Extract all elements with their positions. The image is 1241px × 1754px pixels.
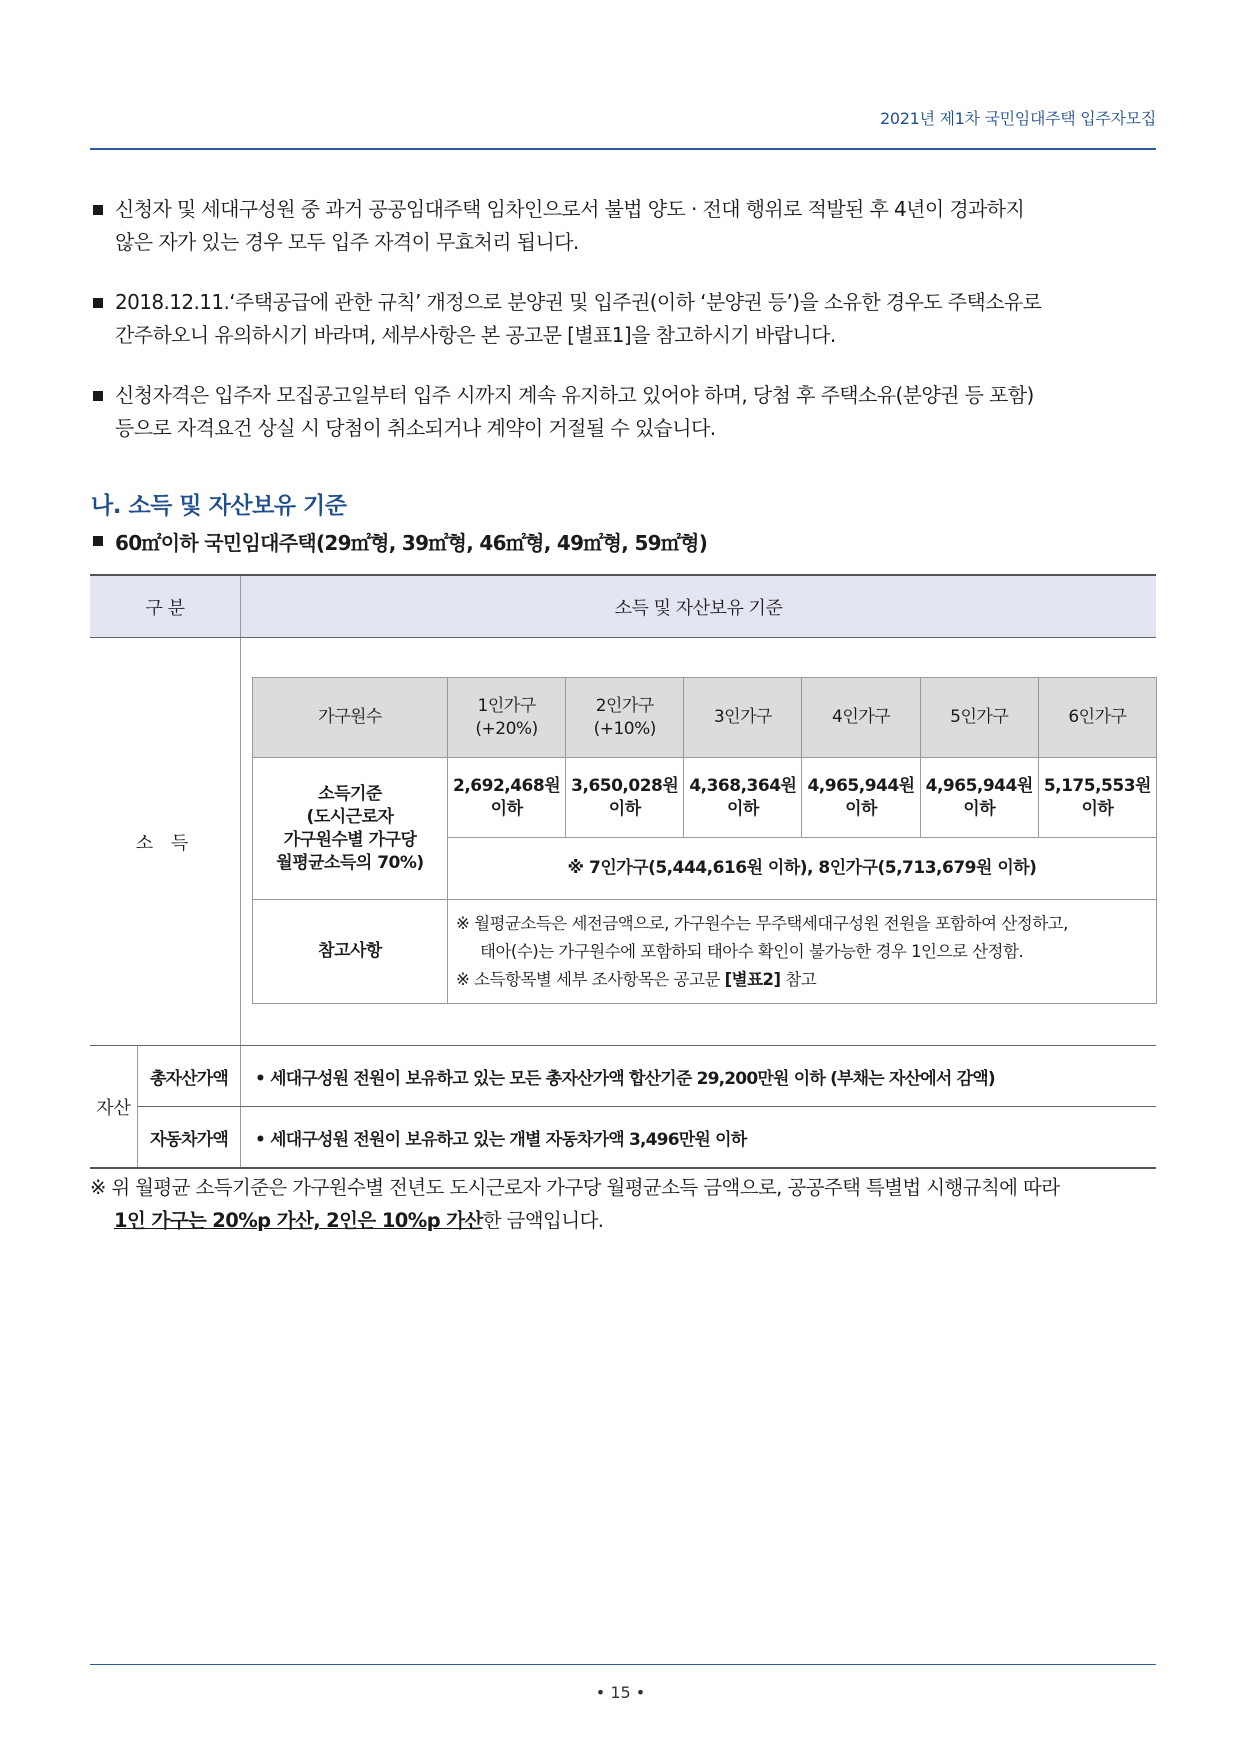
reference-text-part: 참고 <box>780 969 817 989</box>
income-criteria-table <box>252 677 1157 1004</box>
income-suffix: 이하 <box>490 798 523 819</box>
large-household-note: ※ 7인가구(5,444,616원 이하), 8인가구(5,713,679원 이하) <box>448 838 1157 900</box>
square-bullet-icon <box>93 205 103 215</box>
header-category: 구 분 <box>90 576 241 637</box>
reference-text <box>448 900 1157 1004</box>
household-name: 1인가구 <box>477 695 536 716</box>
notice-bullet <box>93 286 1156 352</box>
notice-bullet <box>93 193 1156 259</box>
table-header-row <box>90 574 1156 638</box>
section-subtitle <box>93 527 707 556</box>
bullet-line: 신청자 및 세대구성원 중 과거 공공임대주택 임차인으로서 불법 양도 · 전대 행위로 적발된 후 4년이 경과하지 <box>115 197 1025 221</box>
reference-line: 태아(수)는 가구원수에 포함하되 태아수 확인이 불가능한 경우 1인으로 산정함. <box>480 941 1024 961</box>
household-header-row <box>253 678 1157 758</box>
income-amount: 4,965,944원 <box>925 775 1033 796</box>
header-criteria: 소득 및 자산보유 기준 <box>614 597 783 619</box>
criteria-label-line: (도시근로자 <box>306 806 394 827</box>
footnote-emphasis: 1인 가구는 20%p 가산, 2인은 10%p 가산 <box>114 1209 483 1232</box>
footnote-line: ※ 위 월평균 소득기준은 가구원수별 전년도 도시근로자 가구당 월평균소득 금액으로, 공공주택 특별법 시행규칙에 따라 <box>90 1176 1060 1199</box>
asset-row-key: 자동차가액 <box>138 1107 241 1167</box>
household-col <box>920 678 1038 758</box>
income-suffix: 이하 <box>726 798 759 819</box>
square-bullet-icon <box>93 298 103 308</box>
appendix-ref: [별표2] <box>724 969 781 989</box>
household-bonus: (+20%) <box>475 718 538 739</box>
criteria-label <box>253 758 448 900</box>
income-footnote <box>90 1171 1156 1237</box>
income-suffix: 이하 <box>608 798 641 819</box>
footer-divider <box>90 1664 1156 1665</box>
income-amount: 3,650,028원 <box>571 775 679 796</box>
household-name: 5인가구 <box>950 707 1009 727</box>
income-amount: 4,965,944원 <box>807 775 915 796</box>
asset-rows <box>138 1046 1156 1167</box>
household-header-label: 가구원수 <box>253 678 448 758</box>
criteria-label-line: 월평균소득의 70%) <box>276 852 424 873</box>
asset-label: 자산 <box>90 1046 138 1167</box>
income-suffix: 이하 <box>845 798 877 819</box>
household-name: 6인가구 <box>1068 707 1127 727</box>
header-divider <box>90 148 1156 150</box>
asset-row-value: • 세대구성원 전원이 보유하고 있는 개별 자동차가액 3,496만원 이하 <box>255 1129 747 1150</box>
household-bonus: (+10%) <box>593 718 656 739</box>
household-col <box>802 678 920 758</box>
reference-line <box>456 966 1156 994</box>
income-value-cell <box>802 758 920 838</box>
bullet-line: 등으로 자격요건 상실 시 당첨이 취소되거나 계약이 거절될 수 있습니다. <box>115 416 716 440</box>
asset-section <box>90 1046 1156 1169</box>
asset-row-key: 총자산가액 <box>138 1046 241 1106</box>
income-suffix: 이하 <box>1081 798 1114 819</box>
household-col <box>448 678 566 758</box>
income-value-cell <box>684 758 802 838</box>
income-values-row <box>253 758 1157 838</box>
income-asset-criteria-table <box>90 574 1156 1169</box>
household-col <box>684 678 802 758</box>
income-value-cell <box>566 758 684 838</box>
notice-bullet <box>93 379 1156 445</box>
criteria-label-line: 소득기준 <box>318 783 382 804</box>
income-label: 소 득 <box>90 638 241 1045</box>
page-number: • 15 • <box>595 1683 646 1702</box>
square-bullet-icon <box>93 536 103 546</box>
criteria-label-line: 가구원수별 가구당 <box>283 829 417 850</box>
square-bullet-icon <box>93 391 103 401</box>
reference-text-part: ※ 소득항목별 세부 조사항목은 공고문 <box>456 969 725 989</box>
notice-bullets <box>93 193 1156 472</box>
asset-row-vehicle <box>138 1106 1156 1167</box>
income-row <box>90 638 1156 1046</box>
income-amount: 2,692,468원 <box>453 775 561 796</box>
income-value-cell <box>920 758 1038 838</box>
household-name: 3인가구 <box>713 707 772 727</box>
bullet-line: 않은 자가 있는 경우 모두 입주 자격이 무효처리 됩니다. <box>115 230 579 254</box>
reference-label: 참고사항 <box>253 900 448 1004</box>
subtitle-text: 60㎡이하 국민임대주택(29㎡형, 39㎡형, 46㎡형, 49㎡형, 59㎡형) <box>115 531 708 555</box>
reference-row <box>253 900 1157 1004</box>
household-name: 4인가구 <box>832 707 891 727</box>
bullet-line: 간주하오니 유의하시기 바라며, 세부사항은 본 공고문 [별표1]을 참고하시기 바랍니다. <box>115 323 836 347</box>
income-value-cell <box>448 758 566 838</box>
document-header-title: 2021년 제1차 국민임대주택 입주자모집 <box>880 109 1156 128</box>
income-value-cell <box>1038 758 1156 838</box>
household-col <box>1038 678 1156 758</box>
section-title: 나. 소득 및 자산보유 기준 <box>91 493 347 519</box>
income-amount: 5,175,553원 <box>1043 775 1151 796</box>
bullet-line: 신청자격은 입주자 모집공고일부터 입주 시까지 계속 유지하고 있어야 하며, 당첨 후 주택소유(분양권 등 포함) <box>115 383 1034 407</box>
bullet-line: 2018.12.11.‘주택공급에 관한 규칙’ 개정으로 분양권 및 입주권(이하 ‘분양권 등’)을 소유한 경우도 주택소유로 <box>115 290 1042 314</box>
asset-row-total <box>138 1046 1156 1106</box>
reference-line: ※ 월평균소득은 세전금액으로, 가구원수는 무주택세대구성원 전원을 포함하여 산정하고, <box>456 913 1068 933</box>
footnote-tail: 한 금액입니다. <box>482 1209 604 1232</box>
income-body <box>241 638 1156 1045</box>
household-col <box>566 678 684 758</box>
footnote-line <box>90 1204 1156 1237</box>
asset-row-value: • 세대구성원 전원이 보유하고 있는 모든 총자산가액 합산기준 29,200만원 이하 (부채는 자산에서 감액) <box>255 1068 995 1089</box>
income-amount: 4,368,364원 <box>689 775 797 796</box>
household-name: 2인가구 <box>595 695 654 716</box>
income-suffix: 이하 <box>963 798 996 819</box>
